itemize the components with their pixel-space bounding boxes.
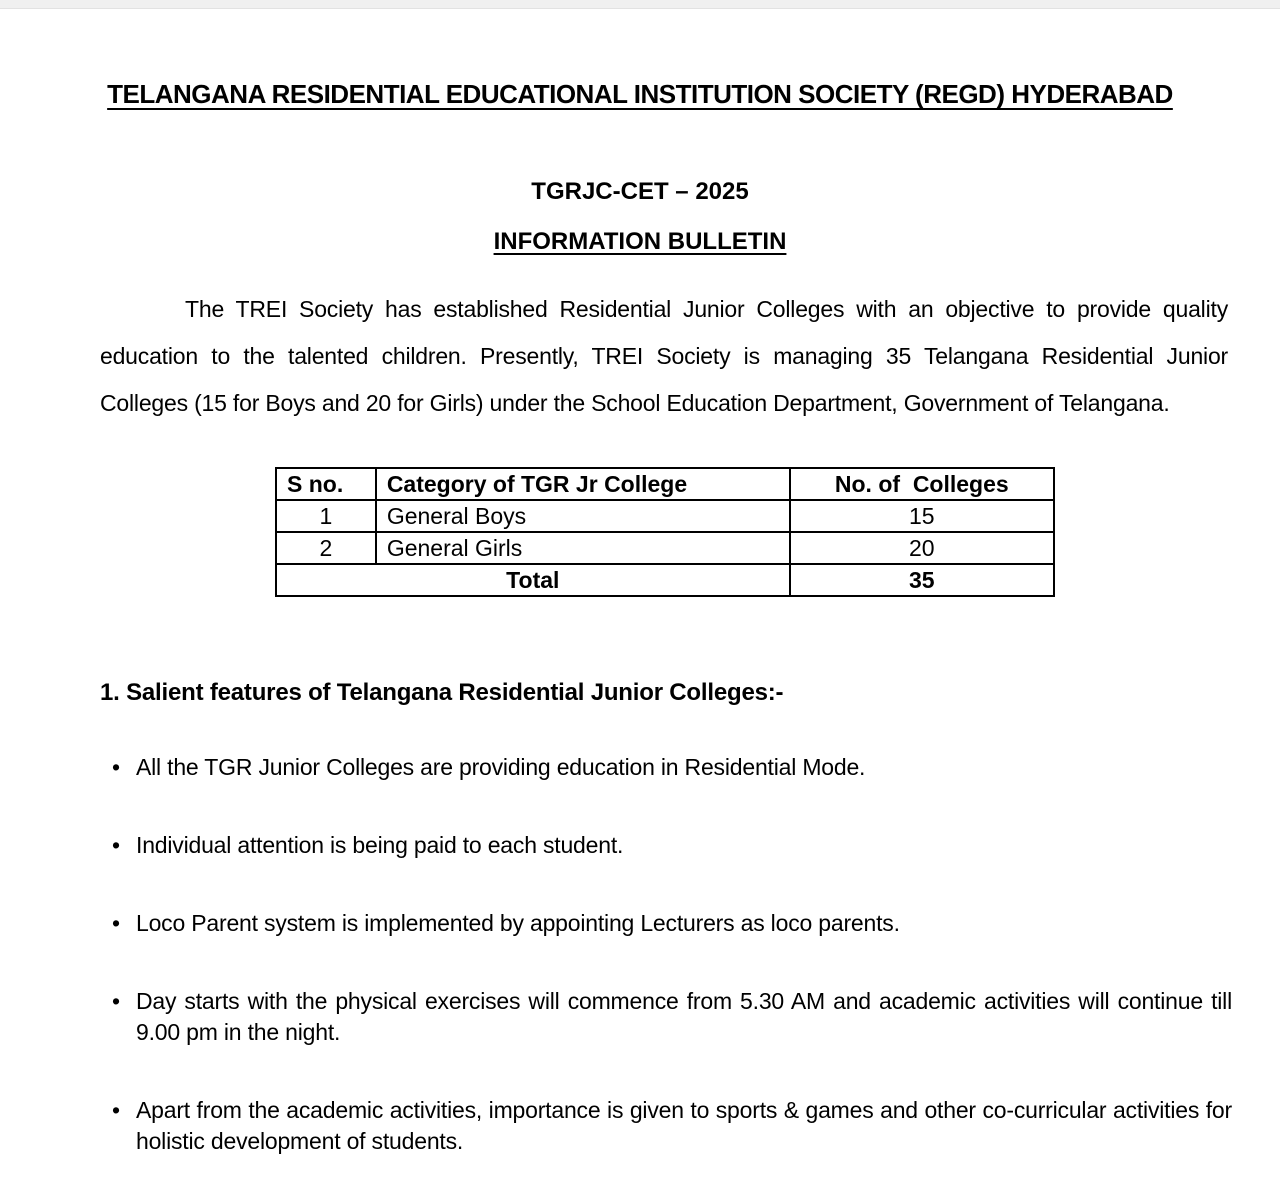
- list-item: [112, 752, 1232, 783]
- document-title: TELANGANA RESIDENTIAL EDUCATIONAL INSTITUTION SOCIETY (REGD) HYDERABAD: [107, 79, 1173, 109]
- bullet-icon: •: [112, 1097, 121, 1123]
- salient-features-list: [112, 752, 1280, 1157]
- table-row: [276, 532, 1054, 564]
- list-item-text: Individual attention is being paid to each student.: [136, 832, 624, 858]
- intro-paragraph: The TREI Society has established Residential Junior Colleges with an objective to provide quality education to the talented children. Presently, TREI Society is managing 35 Telangana Residential Junior Colleges (15 for Boys and 20 for Girls) under the School Education Department, Government of Telangana.: [100, 296, 1228, 416]
- bullet-icon: •: [112, 754, 121, 780]
- list-item-text: All the TGR Junior Colleges are providing education in Residential Mode.: [136, 754, 866, 780]
- cell-category: General Girls: [376, 532, 790, 564]
- list-item: [112, 986, 1232, 1048]
- table-header-row: [276, 468, 1054, 500]
- table-row: [276, 500, 1054, 532]
- list-item: [112, 908, 1232, 939]
- cell-total-value: 35: [790, 564, 1054, 596]
- page-top-edge: [0, 0, 1280, 9]
- list-item: [112, 1095, 1232, 1157]
- section-heading: 1. Salient features of Telangana Residential Junior Colleges:-: [100, 679, 784, 706]
- cell-count: 20: [790, 532, 1054, 564]
- list-item-text: Loco Parent system is implemented by appointing Lecturers as loco parents.: [136, 910, 900, 936]
- list-item-text: Day starts with the physical exercises will commence from 5.30 AM and academic activities will continue till 9.00 pm in the night.: [136, 988, 1232, 1045]
- header-category: Category of TGR Jr College: [376, 468, 790, 500]
- exam-title: TGRJC-CET – 2025: [531, 178, 749, 205]
- cell-category: General Boys: [376, 500, 790, 532]
- table-total-row: [276, 564, 1054, 596]
- bullet-icon: •: [112, 910, 121, 936]
- cell-count: 15: [790, 500, 1054, 532]
- header-college-count: No. of Colleges: [790, 468, 1054, 500]
- bulletin-title: INFORMATION BULLETIN: [493, 228, 787, 255]
- colleges-table: [275, 467, 1055, 597]
- cell-sno: 1: [276, 500, 376, 532]
- bullet-icon: •: [112, 832, 121, 858]
- bullet-icon: •: [112, 988, 121, 1014]
- list-item: [112, 830, 1232, 861]
- list-item-text: Apart from the academic activities, importance is given to sports & games and other co-curricular activities for holistic development of students.: [136, 1097, 1232, 1154]
- header-sno: S no.: [276, 468, 376, 500]
- cell-total-label: Total: [276, 564, 790, 596]
- cell-sno: 2: [276, 532, 376, 564]
